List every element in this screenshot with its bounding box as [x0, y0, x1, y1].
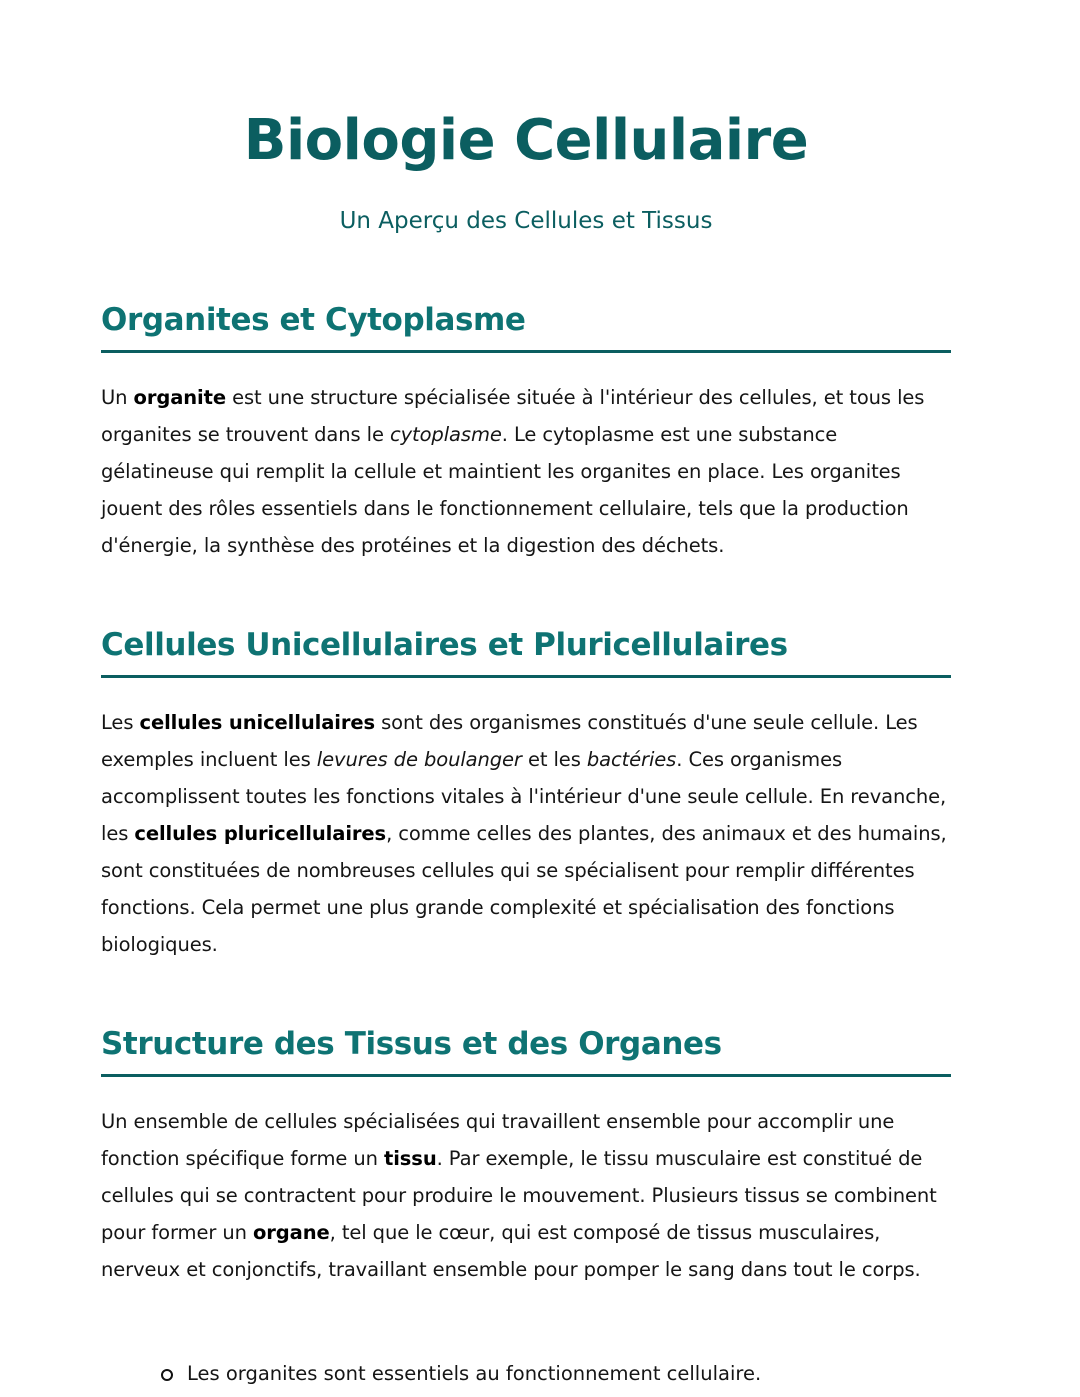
- italic-term: cytoplasme: [390, 423, 502, 446]
- text-run: sont des organismes constitués d'une seule cellule. Les exemples incluent les: [101, 711, 918, 771]
- section-paragraph: [101, 379, 951, 564]
- text-run: . Par exemple, le tissu musculaire est constitué de cellules qui se contractent pour produire le mouvement. Plusieurs tissus se combinent pour former un: [101, 1147, 937, 1244]
- bold-term: cellules unicellulaires: [139, 711, 375, 734]
- bold-term: tissu: [384, 1147, 437, 1170]
- text-run: , tel que le cœur, qui est composé de tissus musculaires, nerveux et conjonctifs, travaillant ensemble pour pomper le sang dans tout le corps.: [101, 1221, 921, 1281]
- italic-term: bactéries: [586, 748, 677, 771]
- hollow-circle-bullet-icon: [161, 1369, 173, 1381]
- text-run: , comme celles des plantes, des animaux et des humains, sont constituées de nombreuses cellules qui se spécialisent pour remplir différentes fonctions. Cela permet une plus grande complexité et spécialisation des fonctions biologiques.: [101, 822, 947, 956]
- page-subtitle: Un Aperçu des Cellules et Tissus: [339, 208, 713, 234]
- bold-term: organe: [252, 1221, 330, 1244]
- list-item-text: Les organites sont essentiels au fonctionnement cellulaire.: [187, 1362, 762, 1385]
- section-paragraph: [101, 1103, 951, 1288]
- section-tissus: [101, 1026, 951, 1288]
- text-run: . Le cytoplasme est une substance gélatineuse qui remplit la cellule et maintient les organites en place. Les organites jouent des rôles essentiels dans le fonctionnement cellulaire, tels que la production d'énergie, la synthèse des protéines et la digestion des déchets.: [101, 423, 909, 557]
- section-cellules: [101, 627, 951, 963]
- bold-term: organite: [133, 386, 226, 409]
- section-heading: Structure des Tissus et des Organes: [101, 1026, 951, 1077]
- text-run: et les: [521, 748, 587, 771]
- section-heading: Cellules Unicellulaires et Pluricellulaires: [101, 627, 951, 678]
- text-run: Un ensemble de cellules spécialisées qui travaillent ensemble pour accomplir une fonction spécifique forme un: [101, 1110, 895, 1170]
- section-organites: [101, 302, 951, 564]
- section-heading: Organites et Cytoplasme: [101, 302, 951, 353]
- text-run: Les: [101, 711, 140, 734]
- text-run: est une structure spécialisée située à l'intérieur des cellules, et tous les organites se trouvent dans le: [101, 386, 925, 446]
- text-run: . Ces organismes accomplissent toutes les fonctions vitales à l'intérieur d'une seule cellule. En revanche, les: [101, 748, 947, 845]
- bullet-list: [159, 1355, 761, 1392]
- text-run: Un: [101, 386, 134, 409]
- section-paragraph: [101, 704, 951, 963]
- bold-term: cellules pluricellulaires: [134, 822, 387, 845]
- italic-term: levures de boulanger: [316, 748, 522, 771]
- page-title: Biologie Cellulaire: [243, 108, 809, 173]
- list-item: [159, 1355, 761, 1392]
